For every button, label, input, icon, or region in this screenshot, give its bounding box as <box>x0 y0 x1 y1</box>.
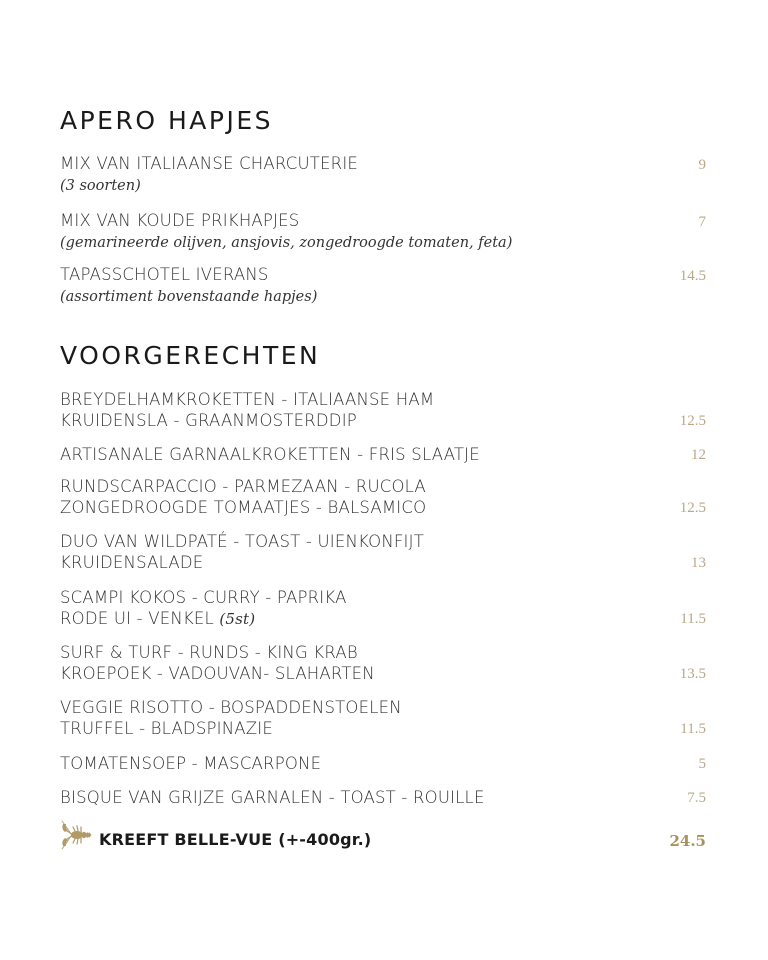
item-name-line2: KROEPOEK - VADOUVAN- SLAHARTEN <box>60 664 375 683</box>
menu-item <box>60 787 706 808</box>
menu-item <box>60 697 706 739</box>
item-description: (assortiment bovenstaande hapjes) <box>60 289 318 305</box>
item-name: DUO VAN WILDPATÉ - TOAST - UIENKONFIJT <box>60 532 424 551</box>
item-name-line2: KRUIDENSALADE <box>60 553 204 572</box>
item-name: BREYDELHAMKROKETTEN - ITALIAANSE HAM <box>60 390 435 409</box>
item-price: 13.5 <box>679 666 706 682</box>
section-title-voorgerechten: VOORGERECHTEN <box>60 341 321 370</box>
menu-item <box>60 389 706 431</box>
item-price: 12.5 <box>679 500 706 516</box>
item-description: (gemarineerde olijven, ansjovis, zongedroogde tomaten, feta) <box>60 235 513 251</box>
item-price: 9 <box>698 157 706 173</box>
item-name-line2-main: RODE UI - VENKEL <box>60 609 220 628</box>
special-item <box>99 830 706 849</box>
menu-item <box>60 264 706 308</box>
item-name: TAPASSCHOTEL IVERANS <box>60 265 269 284</box>
menu-item <box>60 587 706 630</box>
item-description: (3 soorten) <box>60 178 141 194</box>
special-item-name: KREEFT BELLE-VUE (+-400gr.) <box>99 830 372 849</box>
lobster-icon <box>60 820 92 850</box>
menu-item <box>60 531 706 573</box>
item-name: BISQUE VAN GRIJZE GARNALEN - TOAST - ROUILLE <box>60 788 485 807</box>
item-name-line2: TRUFFEL - BLADSPINAZIE <box>60 719 273 738</box>
item-name: VEGGIE RISOTTO - BOSPADDENSTOELEN <box>60 698 402 717</box>
item-price: 14.5 <box>679 268 706 284</box>
item-price: 12.5 <box>679 413 706 429</box>
item-portion-note: (5st) <box>219 610 256 628</box>
menu-item <box>60 153 706 197</box>
item-name-line2: ZONGEDROOGDE TOMAATJES - BALSAMICO <box>60 498 427 517</box>
menu-item <box>60 444 706 465</box>
special-item-price: 24.5 <box>669 832 706 850</box>
item-price: 13 <box>691 555 706 571</box>
menu-item <box>60 476 706 518</box>
item-name: TOMATENSOEP - MASCARPONE <box>60 754 322 773</box>
item-name: RUNDSCARPACCIO - PARMEZAAN - RUCOLA <box>60 477 426 496</box>
menu-item <box>60 642 706 684</box>
menu-item <box>60 210 706 254</box>
item-name-line2 <box>60 608 706 630</box>
item-price: 11.5 <box>680 721 706 737</box>
item-name: SCAMPI KOKOS - CURRY - PAPRIKA <box>60 588 347 607</box>
item-price: 12 <box>691 447 706 463</box>
item-name: MIX VAN ITALIAANSE CHARCUTERIE <box>60 154 359 173</box>
item-name: SURF & TURF - RUNDS - KING KRAB <box>60 643 358 662</box>
menu-item <box>60 753 706 774</box>
item-price: 5 <box>698 756 706 772</box>
section-title-apero: APERO HAPJES <box>60 106 273 135</box>
item-name: ARTISANALE GARNAALKROKETTEN - FRIS SLAATJE <box>60 445 480 464</box>
item-price: 11.5 <box>680 611 706 627</box>
item-price: 7.5 <box>687 790 706 806</box>
item-price: 7 <box>698 214 706 230</box>
item-name: MIX VAN KOUDE PRIKHAPJES <box>60 211 300 230</box>
item-name-line2: KRUIDENSLA - GRAANMOSTERDDIP <box>60 411 357 430</box>
